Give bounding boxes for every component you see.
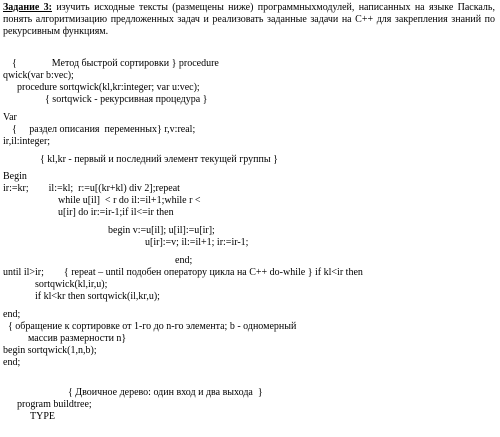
code-line: qwick(var b:vec); — [3, 70, 74, 81]
code-line: end; — [3, 357, 21, 368]
task-text: изучить исходные тексты (размещены ниже) программныхмодулей, написанных на языке Паскаль, понять алгоритмизацию предложенных задач и реализовать заданные задачи на С++ для закрепления знаний по рекурсивным функциям. — [3, 2, 495, 37]
code-line: { Метод быстрой сортировки } procedure — [12, 58, 219, 69]
code-line: Var — [3, 112, 17, 123]
code-line: sortqwick(kl,ir,u); — [35, 279, 108, 290]
code-line: { обращение к сортировке от 1-го до n-го элемента; b - одномерный — [8, 321, 297, 332]
code-line: массив размерности n} — [28, 333, 127, 344]
code-line: { kl,kr - первый и последний элемент текущей группы } — [40, 154, 278, 165]
code-line: begin v:=u[il]; u[il]:=u[ir]; — [108, 225, 215, 236]
code-line: begin sortqwick(1,n,b); — [3, 345, 97, 356]
code-line: if kl<kr then sortqwick(il,kr,u); — [35, 291, 160, 302]
code-line: TYPE — [30, 411, 55, 422]
task-paragraph — [3, 2, 495, 38]
code-line: until il>ir; { repeat – until подобен оператору цикла на С++ do-while } if kl<ir then — [3, 267, 363, 278]
code-line: u[ir] do ir:=ir-1;if il<=ir then — [58, 207, 174, 218]
code-line: ir,il:integer; — [3, 136, 51, 147]
code-line: Begin — [3, 171, 27, 182]
code-line: { Двоичное дерево: один вход и два выхода } — [68, 387, 263, 398]
code-line: while u[il] < r do il:=il+1;while r < — [58, 195, 201, 206]
code-line: ir:=kr; il:=kl; r:=u[(kr+kl) div 2];repeat — [3, 183, 180, 194]
code-line: end; — [175, 255, 193, 266]
code-line: procedure sortqwick(kl,kr:integer; var u:vec); — [17, 82, 200, 93]
code-line: u[ir]:=v; il:=il+1; ir:=ir-1; — [145, 237, 249, 248]
code-line: { sortqwick - рекурсивная процедура } — [45, 94, 208, 105]
code-line: end; — [3, 309, 21, 320]
code-line: program buildtree; — [17, 399, 92, 410]
code-line: { раздел описания переменных} r,v:real; — [12, 124, 196, 135]
task-label: Задание 3: — [3, 2, 52, 13]
